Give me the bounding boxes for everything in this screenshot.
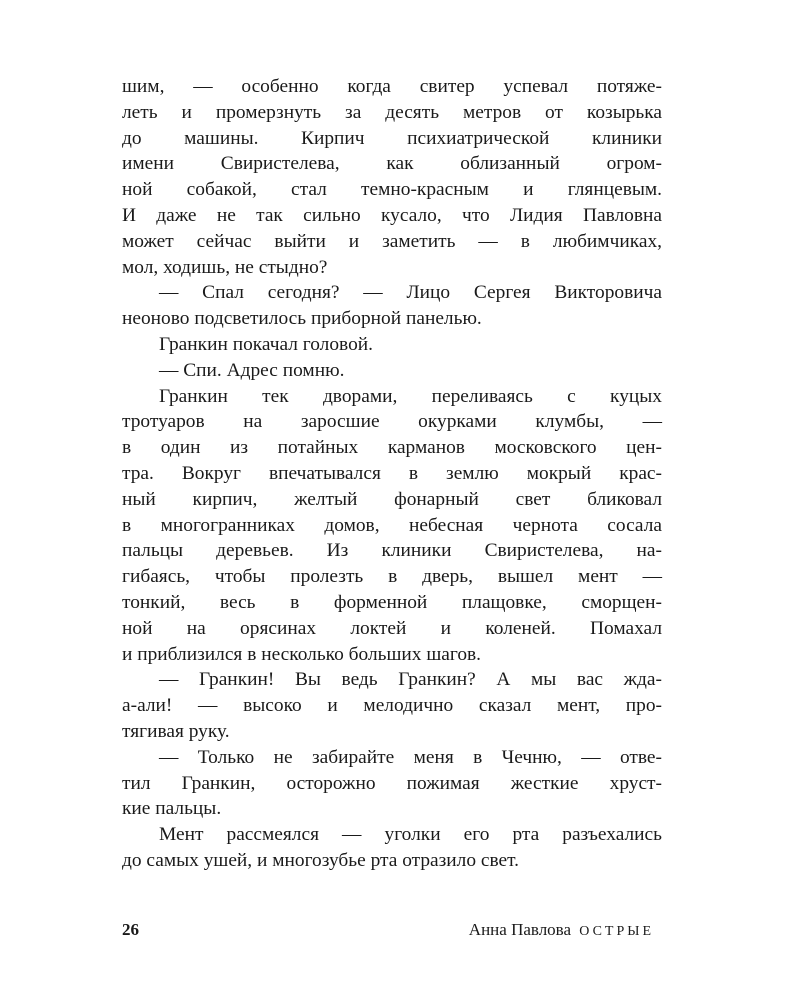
page-footer [122,918,654,942]
text-line: кие пальцы. [122,798,222,820]
text-line: тра. Вокруг впечатывался в землю мокрый крас- [122,462,662,484]
text-line: — Спал сегодня? — Лицо Сергея Викторовича [159,282,662,304]
running-head-title: ОСТРЫЕ [579,924,654,939]
text-line: ной собакой, стал темно-красным и глянцевым. [122,179,662,201]
text-line: до машины. Кирпич психиатрической клиники [122,127,662,149]
text-line: до самых ушей, и многозубье рта отразило свет. [122,849,520,871]
text-line: в один из потайных карманов московского цен- [122,437,662,459]
text-line: мол, ходишь, не стыдно? [122,256,328,278]
running-head-author: Анна Павлова [468,920,572,939]
running-head [469,918,654,944]
text-line: Гранкин покачал головой. [159,333,373,355]
text-line: тротуаров на заросшие окурками клумбы, — [122,411,662,433]
page-body [122,74,662,874]
text-line: может сейчас выйти и заметить — в любимчиках, [122,230,662,252]
text-line: — Спи. Адрес помню. [159,359,345,381]
page-number: 26 [122,920,139,939]
text-line: Мент рассмеялся — уголки его рта разъехались [159,824,662,846]
text-line: тонкий, весь в форменной плащовке, сморщен- [122,591,662,613]
text-line: тягивая руку. [122,720,230,742]
text-line: — Гранкин! Вы ведь Гранкин? А мы вас жда- [159,669,662,691]
text-line: а-али! — высоко и мелодично сказал мент, про- [122,695,662,717]
text-line: тил Гранкин, осторожно пожимая жесткие хруст- [122,772,662,794]
text-line: шим, — особенно когда свитер успевал потяже- [122,76,662,97]
text-line: в многогранниках домов, небесная чернота сосала [122,514,662,536]
text-line: — Только не забирайте меня в Чечню, — отве- [159,746,662,768]
text-line: ной на орясинах локтей и коленей. Помахал [122,617,662,639]
text-line: и приблизился в несколько больших шагов. [122,643,482,665]
text-line: Гранкин тек дворами, переливаясь с куцых [159,385,662,407]
text-line: И даже не так сильно кусало, что Лидия Павловна [122,204,662,226]
text-line: леть и промерзнуть за десять метров от козырька [122,101,662,123]
text-line: неоново подсветилось приборной панелью. [122,308,482,330]
text-line: ный кирпич, желтый фонарный свет бликовал [122,488,662,510]
text-line: гибаясь, чтобы пролезть в дверь, вышел мент — [122,566,662,588]
text-line: имени Свиристелева, как облизанный огром- [122,153,662,175]
text-line: пальцы деревьев. Из клиники Свиристелева, на- [122,540,662,562]
